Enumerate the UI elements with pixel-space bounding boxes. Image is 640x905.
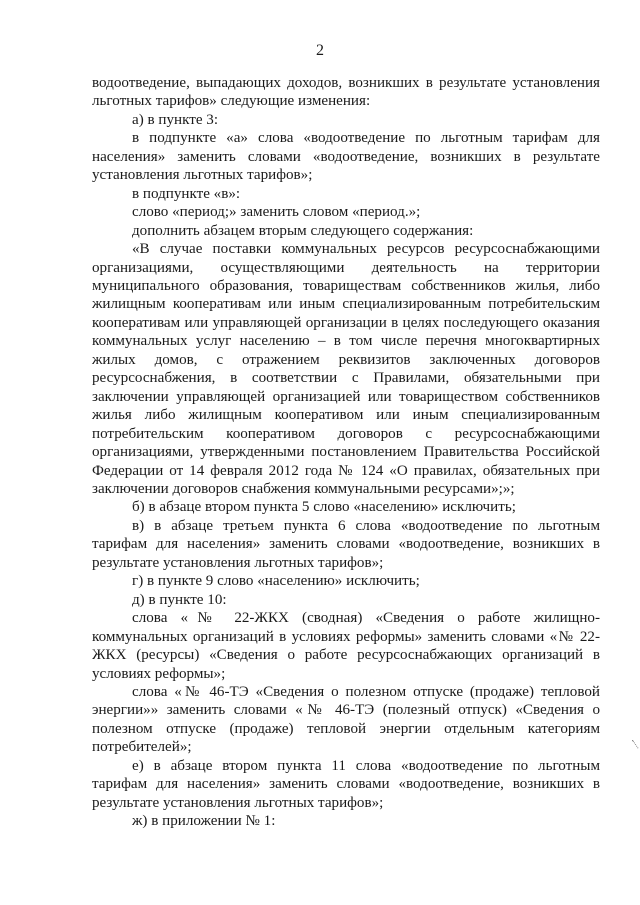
paragraph: д) в пункте 10: xyxy=(132,591,227,608)
paragraph: слово «период;» заменить словом «период.»; xyxy=(132,204,421,221)
paragraph: б) в абзаце втором пункта 5 слово «населению» исключить; xyxy=(132,499,516,516)
paragraph: слова «№ 22-ЖКХ (сводная) «Сведения о работе жилищно-коммунальных организаций в условиях реформы» заменить словами «№ 22-ЖКХ (ресурсы) «Сведения о работе ресурсоснабжающих организаций в условиях реформы»; xyxy=(92,610,600,682)
paragraph: в подпункте «а» слова «водоотведение по льготным тарифам для населения» заменить словами «водоотведение, возникших в результате установления льготных тарифов»; xyxy=(92,130,600,184)
page-number: 2 xyxy=(316,42,324,59)
paragraph: ж) в приложении № 1: xyxy=(132,813,276,830)
paragraph: г) в пункте 9 слово «населению» исключить; xyxy=(132,573,420,590)
paragraph: дополнить абзацем вторым следующего содержания: xyxy=(132,222,474,239)
paragraph: е) в абзаце втором пункта 11 слова «водоотведение по льготным тарифам для населения» заменить словами «водоотведение, возникших в результате установления льготных тарифов»; xyxy=(92,757,600,811)
paragraph: в) в абзаце третьем пункта 6 слова «водоотведение по льготным тарифам для населения» заменить словами «водоотведение, возникших в результате установления льготных тарифов»; xyxy=(92,517,600,571)
paragraph: слова «№ 46-ТЭ «Сведения о полезном отпуске (продаже) тепловой энергии»» заменить словами «№ 46-ТЭ (полезный отпуск) «Сведения о полезном отпуске (продаже) тепловой энергии отдельным категориям потребителей»; xyxy=(92,683,600,756)
paragraph: «В случае поставки коммунальных ресурсов ресурсоснабжающими организациями, осуществляющими деятельность на территории муниципального образования, товариществам собственников жилья, либо жилищным кооперативам или иным специализированным потребительским кооперативам или управляющей организации в целях последующего оказания коммунальных услуг населению – в том числе перечня многоквартирных жилых домов, с отражением реквизитов заключенных договоров ресурсоснабжения, в соответствии с Правилами, обязательными при заключении управляющей организацией или товариществом собственников жилья либо жилищным кооперативом или иным специализированным потребительским кооперативом договоров с ресурсоснабжающими организациями, утвержденными постановлением Правительства Российской Федерации от 14 февраля 2012 года № 124 «О правилах, обязательных при заключении договоров снабжения коммунальными ресурсами»;»; xyxy=(92,241,600,497)
paragraph: а) в пункте 3: xyxy=(132,111,219,128)
document-body xyxy=(92,74,600,831)
paragraph: водоотведение, выпадающих доходов, возникших в результате установления льготных тарифов» следующие изменения: xyxy=(92,75,600,110)
paragraph: в подпункте «в»: xyxy=(132,185,241,202)
scan-artifact xyxy=(629,740,638,750)
